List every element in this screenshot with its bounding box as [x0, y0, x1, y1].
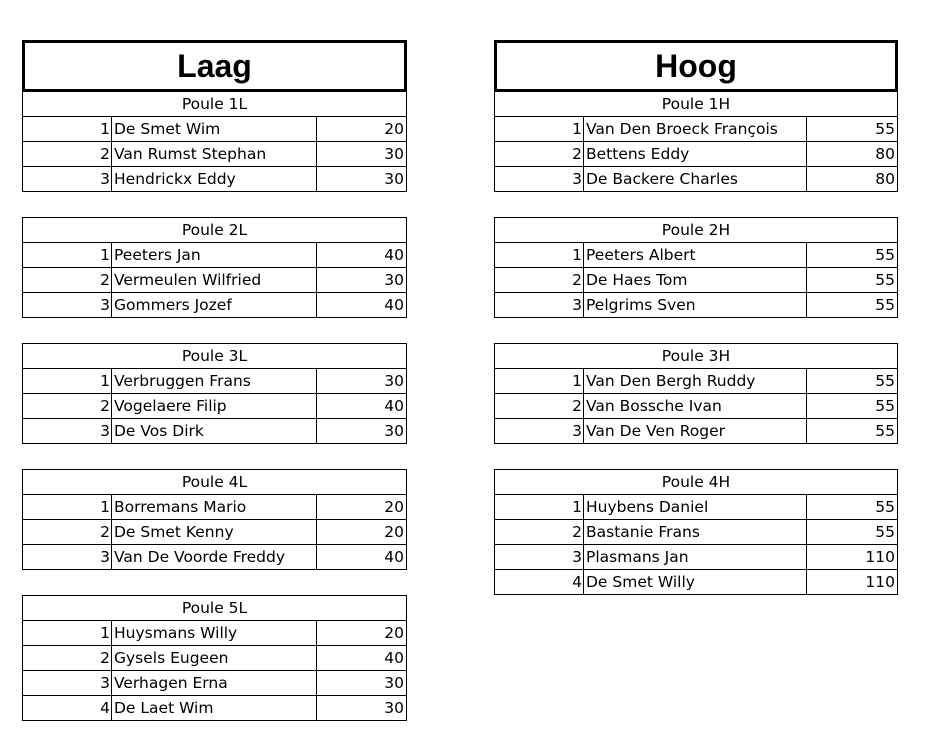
- rank-cell: 3: [23, 293, 112, 318]
- player-name-cell: Bettens Eddy: [584, 142, 807, 167]
- handicap-cell: 55: [807, 293, 898, 318]
- poule-title: Poule 3H: [495, 344, 898, 369]
- player-name-cell: De Backere Charles: [584, 167, 807, 192]
- poule-title: Poule 2L: [23, 218, 407, 243]
- hoog-column: [494, 40, 898, 620]
- table-row: [23, 167, 407, 192]
- rank-cell: 3: [495, 419, 584, 444]
- rank-cell: 1: [495, 243, 584, 268]
- rank-cell: 2: [23, 520, 112, 545]
- handicap-cell: 110: [807, 570, 898, 595]
- player-name-cell: Vogelaere Filip: [112, 394, 317, 419]
- rank-cell: 1: [495, 495, 584, 520]
- player-name-cell: Huybens Daniel: [584, 495, 807, 520]
- table-row: [23, 545, 407, 570]
- handicap-cell: 40: [317, 293, 407, 318]
- table-row: [495, 419, 898, 444]
- player-name-cell: Peeters Albert: [584, 243, 807, 268]
- player-name-cell: De Haes Tom: [584, 268, 807, 293]
- rank-cell: 2: [495, 268, 584, 293]
- poule-title: Poule 1H: [495, 92, 898, 117]
- laag-poule-list: [22, 92, 407, 721]
- table-row: [23, 671, 407, 696]
- handicap-cell: 80: [807, 167, 898, 192]
- player-name-cell: Van Bossche Ivan: [584, 394, 807, 419]
- table-row: [23, 142, 407, 167]
- table-row: [23, 117, 407, 142]
- rank-cell: 1: [23, 621, 112, 646]
- poule-table: [22, 595, 407, 721]
- rank-cell: 1: [23, 495, 112, 520]
- table-row: [495, 293, 898, 318]
- handicap-cell: 40: [317, 646, 407, 671]
- player-name-cell: Gommers Jozef: [112, 293, 317, 318]
- handicap-cell: 40: [317, 243, 407, 268]
- player-name-cell: Van De Ven Roger: [584, 419, 807, 444]
- table-row: [23, 394, 407, 419]
- player-name-cell: Van Den Bergh Ruddy: [584, 369, 807, 394]
- player-name-cell: Verhagen Erna: [112, 671, 317, 696]
- rank-cell: 1: [23, 243, 112, 268]
- rank-cell: 2: [23, 646, 112, 671]
- rank-cell: 2: [495, 520, 584, 545]
- rank-cell: 3: [23, 419, 112, 444]
- rank-cell: 3: [495, 167, 584, 192]
- player-name-cell: Van De Voorde Freddy: [112, 545, 317, 570]
- poule-table: [22, 217, 407, 318]
- rank-cell: 2: [495, 142, 584, 167]
- handicap-cell: 55: [807, 369, 898, 394]
- handicap-cell: 55: [807, 520, 898, 545]
- handicap-cell: 80: [807, 142, 898, 167]
- handicap-cell: 55: [807, 117, 898, 142]
- table-row: [495, 394, 898, 419]
- table-row: [23, 243, 407, 268]
- handicap-cell: 20: [317, 520, 407, 545]
- table-row: [23, 369, 407, 394]
- table-row: [23, 419, 407, 444]
- poule-title: Poule 5L: [23, 596, 407, 621]
- rank-cell: 3: [495, 545, 584, 570]
- hoog-header: Hoog: [494, 40, 898, 92]
- poule-table: [494, 217, 898, 318]
- rank-cell: 4: [23, 696, 112, 721]
- handicap-cell: 30: [317, 696, 407, 721]
- handicap-cell: 55: [807, 495, 898, 520]
- table-row: [495, 495, 898, 520]
- poule-title: Poule 4L: [23, 470, 407, 495]
- handicap-cell: 30: [317, 419, 407, 444]
- player-name-cell: Hendrickx Eddy: [112, 167, 317, 192]
- player-name-cell: Verbruggen Frans: [112, 369, 317, 394]
- laag-header: Laag: [22, 40, 407, 92]
- table-row: [23, 293, 407, 318]
- handicap-cell: 40: [317, 545, 407, 570]
- table-row: [23, 520, 407, 545]
- rank-cell: 2: [495, 394, 584, 419]
- table-row: [495, 117, 898, 142]
- player-name-cell: Plasmans Jan: [584, 545, 807, 570]
- handicap-cell: 30: [317, 671, 407, 696]
- table-row: [495, 545, 898, 570]
- rank-cell: 2: [23, 394, 112, 419]
- rank-cell: 1: [495, 369, 584, 394]
- handicap-cell: 55: [807, 268, 898, 293]
- player-name-cell: De Laet Wim: [112, 696, 317, 721]
- laag-column: [22, 40, 407, 746]
- player-name-cell: Peeters Jan: [112, 243, 317, 268]
- table-row: [495, 570, 898, 595]
- handicap-cell: 110: [807, 545, 898, 570]
- poule-table: [22, 343, 407, 444]
- table-row: [495, 268, 898, 293]
- rank-cell: 1: [495, 117, 584, 142]
- player-name-cell: De Smet Willy: [584, 570, 807, 595]
- poule-title: Poule 4H: [495, 470, 898, 495]
- player-name-cell: Vermeulen Wilfried: [112, 268, 317, 293]
- table-row: [23, 696, 407, 721]
- player-name-cell: De Smet Kenny: [112, 520, 317, 545]
- handicap-cell: 40: [317, 394, 407, 419]
- rank-cell: 4: [495, 570, 584, 595]
- table-row: [495, 520, 898, 545]
- rank-cell: 3: [23, 167, 112, 192]
- handicap-cell: 55: [807, 243, 898, 268]
- poule-title: Poule 3L: [23, 344, 407, 369]
- poule-table: [22, 92, 407, 192]
- table-row: [495, 243, 898, 268]
- poule-table: [494, 92, 898, 192]
- handicap-cell: 20: [317, 621, 407, 646]
- hoog-poule-list: [494, 92, 898, 595]
- rank-cell: 3: [495, 293, 584, 318]
- poule-title: Poule 1L: [23, 92, 407, 117]
- player-name-cell: De Vos Dirk: [112, 419, 317, 444]
- table-row: [495, 142, 898, 167]
- rank-cell: 2: [23, 268, 112, 293]
- handicap-cell: 20: [317, 117, 407, 142]
- handicap-cell: 55: [807, 394, 898, 419]
- table-row: [23, 621, 407, 646]
- rank-cell: 3: [23, 671, 112, 696]
- poule-title: Poule 2H: [495, 218, 898, 243]
- table-row: [23, 268, 407, 293]
- handicap-cell: 30: [317, 369, 407, 394]
- table-row: [23, 495, 407, 520]
- poule-table: [494, 343, 898, 444]
- poule-table: [494, 469, 898, 595]
- rank-cell: 1: [23, 117, 112, 142]
- handicap-cell: 20: [317, 495, 407, 520]
- table-row: [23, 646, 407, 671]
- rank-cell: 1: [23, 369, 112, 394]
- table-row: [495, 167, 898, 192]
- player-name-cell: Gysels Eugeen: [112, 646, 317, 671]
- handicap-cell: 55: [807, 419, 898, 444]
- rank-cell: 3: [23, 545, 112, 570]
- player-name-cell: Van Rumst Stephan: [112, 142, 317, 167]
- rank-cell: 2: [23, 142, 112, 167]
- player-name-cell: Van Den Broeck François: [584, 117, 807, 142]
- player-name-cell: Huysmans Willy: [112, 621, 317, 646]
- player-name-cell: Pelgrims Sven: [584, 293, 807, 318]
- handicap-cell: 30: [317, 167, 407, 192]
- poule-table: [22, 469, 407, 570]
- handicap-cell: 30: [317, 142, 407, 167]
- player-name-cell: Borremans Mario: [112, 495, 317, 520]
- table-row: [495, 369, 898, 394]
- handicap-cell: 30: [317, 268, 407, 293]
- player-name-cell: Bastanie Frans: [584, 520, 807, 545]
- player-name-cell: De Smet Wim: [112, 117, 317, 142]
